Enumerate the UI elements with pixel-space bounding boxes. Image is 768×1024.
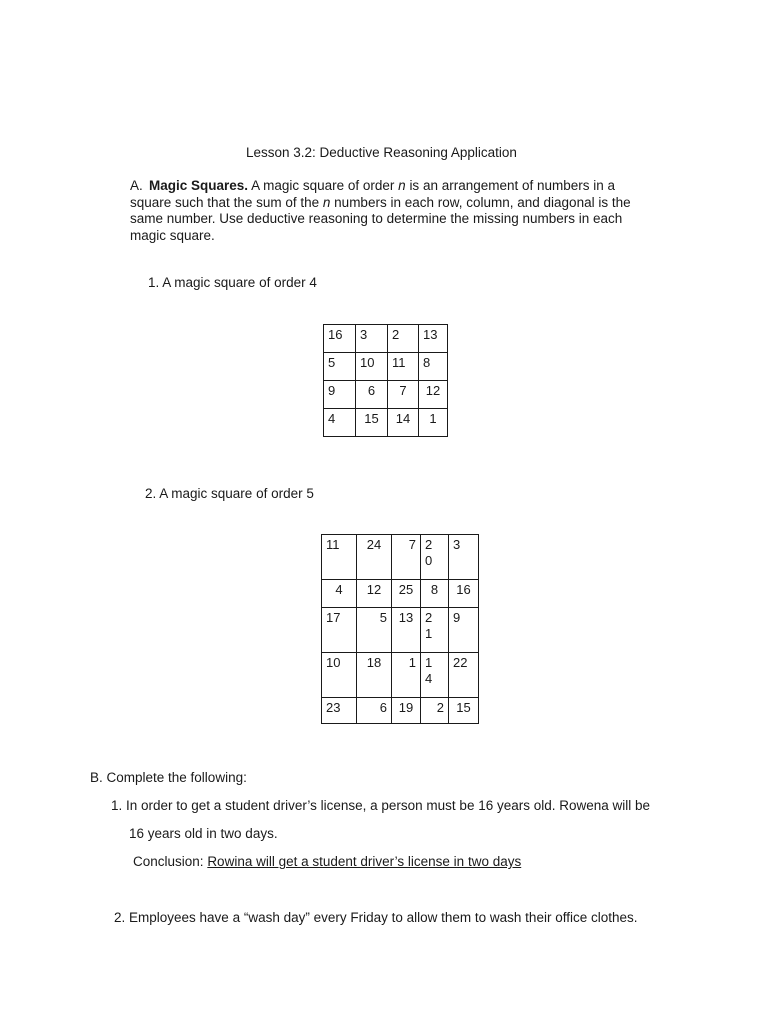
- variable-n-1: n: [398, 178, 406, 193]
- table-cell: 13: [419, 325, 448, 353]
- table-cell: 8: [421, 580, 449, 608]
- table-cell: 5: [357, 608, 392, 653]
- table-row: [322, 535, 479, 580]
- table-cell: 3: [356, 325, 388, 353]
- table-row: [324, 381, 448, 409]
- table-cell: 11: [322, 535, 357, 580]
- section-a-text-1: A magic square of order: [251, 178, 395, 193]
- table-row: [324, 409, 448, 437]
- table-cell: 23: [322, 698, 357, 724]
- table-row: [322, 608, 479, 653]
- table-row: [324, 353, 448, 381]
- table-cell: 7: [388, 381, 419, 409]
- table-cell: 15: [449, 698, 479, 724]
- table-cell: 18: [357, 653, 392, 698]
- table-cell: 22: [449, 653, 479, 698]
- section-b-heading: B. Complete the following:: [90, 770, 247, 785]
- variable-n-2: n: [322, 194, 331, 210]
- table-cell: 10: [356, 353, 388, 381]
- section-a-text-3: numbers in each row, column, and diagonal is the same number. Use deductive reasoning to determine the missing numbers in each magic square.: [130, 194, 631, 243]
- table-cell: 25: [392, 580, 421, 608]
- table-cell: 2 1: [421, 608, 449, 653]
- table-cell: 1: [392, 653, 421, 698]
- magic-square-order-4: [323, 324, 448, 437]
- section-a: [130, 178, 650, 244]
- table-cell: 19: [392, 698, 421, 724]
- table-cell: 2 0: [421, 535, 449, 580]
- table-cell: 16: [449, 580, 479, 608]
- conclusion-text: Rowina will get a student driver’s license in two days: [207, 854, 522, 869]
- section-b-item-2: 2. Employees have a “wash day” every Friday to allow them to wash their office clothes.: [114, 910, 638, 925]
- table-cell: 5: [324, 353, 356, 381]
- table-cell: 12: [357, 580, 392, 608]
- table-cell: 4: [324, 409, 356, 437]
- table-cell: 1: [419, 409, 448, 437]
- table-cell: 4: [322, 580, 357, 608]
- table-row: [322, 580, 479, 608]
- table-cell: 2: [421, 698, 449, 724]
- table-cell: 15: [356, 409, 388, 437]
- item-2-label: 2. A magic square of order 5: [145, 486, 314, 501]
- section-a-heading: Magic Squares.: [149, 178, 249, 193]
- table-cell: 9: [324, 381, 356, 409]
- table-cell: 16: [324, 325, 356, 353]
- item-1-label: 1. A magic square of order 4: [148, 275, 317, 290]
- table-cell: 1 4: [421, 653, 449, 698]
- section-b-item-1-line-1: 1. In order to get a student driver’s license, a person must be 16 years old. Rowena will be: [111, 798, 651, 813]
- table-cell: 12: [419, 381, 448, 409]
- table-cell: 9: [449, 608, 479, 653]
- lesson-title: Lesson 3.2: Deductive Reasoning Application: [246, 145, 517, 160]
- table-cell: 3: [449, 535, 479, 580]
- conclusion-label: Conclusion:: [133, 854, 204, 869]
- table-cell: 11: [388, 353, 419, 381]
- conclusion: [133, 854, 521, 869]
- table-cell: 17: [322, 608, 357, 653]
- table-cell: 14: [388, 409, 419, 437]
- table-cell: 24: [357, 535, 392, 580]
- table-row: [322, 653, 479, 698]
- section-a-text-2: is an arrangement of numbers in a square such that the sum of the: [130, 178, 616, 210]
- table-row: [322, 698, 479, 724]
- table-cell: 13: [392, 608, 421, 653]
- table-cell: 6: [357, 698, 392, 724]
- table-cell: 2: [388, 325, 419, 353]
- section-a-label: A.: [130, 178, 143, 193]
- table-cell: 10: [322, 653, 357, 698]
- table-cell: 6: [356, 381, 388, 409]
- magic-square-order-5: [321, 534, 479, 724]
- section-b-item-1-line-2: 16 years old in two days.: [129, 826, 278, 841]
- table-row: [324, 325, 448, 353]
- table-cell: 7: [392, 535, 421, 580]
- table-cell: 8: [419, 353, 448, 381]
